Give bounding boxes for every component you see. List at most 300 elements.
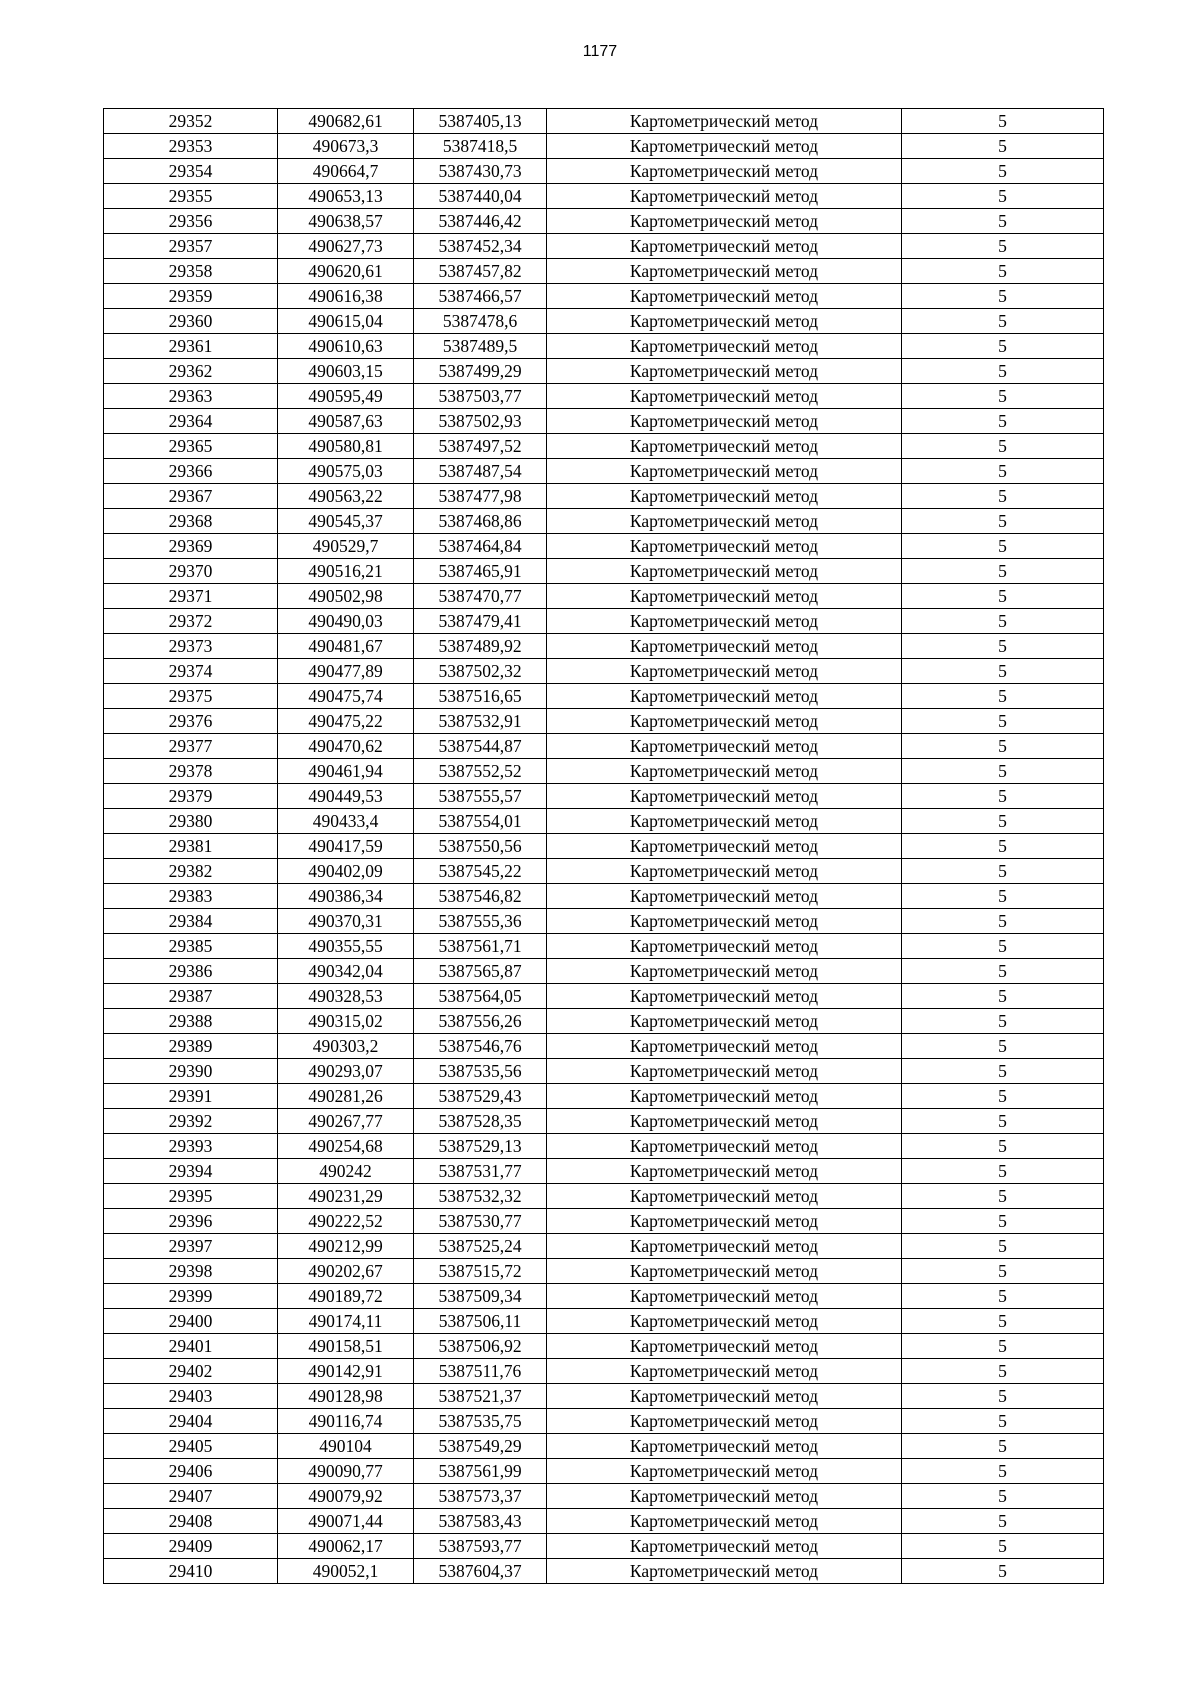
accuracy-cell: 5 xyxy=(902,1484,1104,1509)
page-number: 1177 xyxy=(582,43,618,60)
y-coordinate-cell: 5387549,29 xyxy=(414,1434,547,1459)
method-cell: Картометрический метод xyxy=(547,459,902,484)
y-coordinate-cell: 5387502,93 xyxy=(414,409,547,434)
point-number-cell: 29375 xyxy=(104,684,278,709)
y-coordinate-cell: 5387565,87 xyxy=(414,959,547,984)
x-coordinate-cell: 490315,02 xyxy=(278,1009,414,1034)
point-number-cell: 29371 xyxy=(104,584,278,609)
y-coordinate-cell: 5387546,82 xyxy=(414,884,547,909)
accuracy-cell: 5 xyxy=(902,1134,1104,1159)
table-row xyxy=(104,259,1104,284)
table-row xyxy=(104,884,1104,909)
y-coordinate-cell: 5387489,92 xyxy=(414,634,547,659)
table-row xyxy=(104,234,1104,259)
accuracy-cell: 5 xyxy=(902,1109,1104,1134)
y-coordinate-cell: 5387532,32 xyxy=(414,1184,547,1209)
table-row xyxy=(104,1309,1104,1334)
accuracy-cell: 5 xyxy=(902,1284,1104,1309)
y-coordinate-cell: 5387430,73 xyxy=(414,159,547,184)
table-row xyxy=(104,1559,1104,1584)
method-cell: Картометрический метод xyxy=(547,1109,902,1134)
accuracy-cell: 5 xyxy=(902,1209,1104,1234)
coordinates-table-body xyxy=(104,109,1104,1584)
table-row xyxy=(104,1109,1104,1134)
x-coordinate-cell: 490529,7 xyxy=(278,534,414,559)
x-coordinate-cell: 490222,52 xyxy=(278,1209,414,1234)
table-row xyxy=(104,209,1104,234)
accuracy-cell: 5 xyxy=(902,1559,1104,1584)
point-number-cell: 29394 xyxy=(104,1159,278,1184)
point-number-cell: 29361 xyxy=(104,334,278,359)
y-coordinate-cell: 5387466,57 xyxy=(414,284,547,309)
table-row xyxy=(104,1534,1104,1559)
point-number-cell: 29360 xyxy=(104,309,278,334)
method-cell: Картометрический метод xyxy=(547,1059,902,1084)
table-row xyxy=(104,1434,1104,1459)
point-number-cell: 29388 xyxy=(104,1009,278,1034)
x-coordinate-cell: 490627,73 xyxy=(278,234,414,259)
method-cell: Картометрический метод xyxy=(547,1234,902,1259)
table-row xyxy=(104,1234,1104,1259)
accuracy-cell: 5 xyxy=(902,1509,1104,1534)
x-coordinate-cell: 490142,91 xyxy=(278,1359,414,1384)
y-coordinate-cell: 5387535,75 xyxy=(414,1409,547,1434)
point-number-cell: 29377 xyxy=(104,734,278,759)
table-row xyxy=(104,1509,1104,1534)
accuracy-cell: 5 xyxy=(902,1434,1104,1459)
x-coordinate-cell: 490158,51 xyxy=(278,1334,414,1359)
point-number-cell: 29406 xyxy=(104,1459,278,1484)
table-row xyxy=(104,834,1104,859)
accuracy-cell: 5 xyxy=(902,584,1104,609)
x-coordinate-cell: 490189,72 xyxy=(278,1284,414,1309)
table-row xyxy=(104,709,1104,734)
table-row xyxy=(104,734,1104,759)
point-number-cell: 29398 xyxy=(104,1259,278,1284)
x-coordinate-cell: 490682,61 xyxy=(278,109,414,134)
x-coordinate-cell: 490242 xyxy=(278,1159,414,1184)
accuracy-cell: 5 xyxy=(902,1084,1104,1109)
table-row xyxy=(104,809,1104,834)
point-number-cell: 29373 xyxy=(104,634,278,659)
table-row xyxy=(104,534,1104,559)
method-cell: Картометрический метод xyxy=(547,1484,902,1509)
y-coordinate-cell: 5387546,76 xyxy=(414,1034,547,1059)
method-cell: Картометрический метод xyxy=(547,1534,902,1559)
method-cell: Картометрический метод xyxy=(547,1559,902,1584)
accuracy-cell: 5 xyxy=(902,1059,1104,1084)
point-number-cell: 29379 xyxy=(104,784,278,809)
table-row xyxy=(104,909,1104,934)
y-coordinate-cell: 5387418,5 xyxy=(414,134,547,159)
y-coordinate-cell: 5387516,65 xyxy=(414,684,547,709)
method-cell: Картометрический метод xyxy=(547,1334,902,1359)
y-coordinate-cell: 5387544,87 xyxy=(414,734,547,759)
y-coordinate-cell: 5387556,26 xyxy=(414,1009,547,1034)
method-cell: Картометрический метод xyxy=(547,734,902,759)
x-coordinate-cell: 490062,17 xyxy=(278,1534,414,1559)
method-cell: Картометрический метод xyxy=(547,159,902,184)
accuracy-cell: 5 xyxy=(902,1334,1104,1359)
y-coordinate-cell: 5387479,41 xyxy=(414,609,547,634)
method-cell: Картометрический метод xyxy=(547,234,902,259)
accuracy-cell: 5 xyxy=(902,234,1104,259)
x-coordinate-cell: 490402,09 xyxy=(278,859,414,884)
accuracy-cell: 5 xyxy=(902,109,1104,134)
method-cell: Картометрический метод xyxy=(547,909,902,934)
point-number-cell: 29357 xyxy=(104,234,278,259)
point-number-cell: 29393 xyxy=(104,1134,278,1159)
table-row xyxy=(104,1334,1104,1359)
accuracy-cell: 5 xyxy=(902,884,1104,909)
x-coordinate-cell: 490079,92 xyxy=(278,1484,414,1509)
method-cell: Картометрический метод xyxy=(547,809,902,834)
y-coordinate-cell: 5387521,37 xyxy=(414,1384,547,1409)
table-row xyxy=(104,184,1104,209)
x-coordinate-cell: 490664,7 xyxy=(278,159,414,184)
x-coordinate-cell: 490449,53 xyxy=(278,784,414,809)
x-coordinate-cell: 490615,04 xyxy=(278,309,414,334)
x-coordinate-cell: 490342,04 xyxy=(278,959,414,984)
x-coordinate-cell: 490616,38 xyxy=(278,284,414,309)
x-coordinate-cell: 490281,26 xyxy=(278,1084,414,1109)
accuracy-cell: 5 xyxy=(902,759,1104,784)
accuracy-cell: 5 xyxy=(902,834,1104,859)
accuracy-cell: 5 xyxy=(902,134,1104,159)
y-coordinate-cell: 5387457,82 xyxy=(414,259,547,284)
accuracy-cell: 5 xyxy=(902,684,1104,709)
y-coordinate-cell: 5387525,24 xyxy=(414,1234,547,1259)
point-number-cell: 29385 xyxy=(104,934,278,959)
accuracy-cell: 5 xyxy=(902,484,1104,509)
y-coordinate-cell: 5387468,86 xyxy=(414,509,547,534)
accuracy-cell: 5 xyxy=(902,159,1104,184)
method-cell: Картометрический метод xyxy=(547,1434,902,1459)
point-number-cell: 29362 xyxy=(104,359,278,384)
point-number-cell: 29364 xyxy=(104,409,278,434)
point-number-cell: 29369 xyxy=(104,534,278,559)
x-coordinate-cell: 490587,63 xyxy=(278,409,414,434)
method-cell: Картометрический метод xyxy=(547,359,902,384)
table-row xyxy=(104,1384,1104,1409)
table-row xyxy=(104,134,1104,159)
method-cell: Картометрический метод xyxy=(547,1034,902,1059)
y-coordinate-cell: 5387545,22 xyxy=(414,859,547,884)
accuracy-cell: 5 xyxy=(902,659,1104,684)
point-number-cell: 29409 xyxy=(104,1534,278,1559)
y-coordinate-cell: 5387509,34 xyxy=(414,1284,547,1309)
point-number-cell: 29366 xyxy=(104,459,278,484)
table-row xyxy=(104,284,1104,309)
method-cell: Картометрический метод xyxy=(547,134,902,159)
y-coordinate-cell: 5387470,77 xyxy=(414,584,547,609)
accuracy-cell: 5 xyxy=(902,459,1104,484)
y-coordinate-cell: 5387530,77 xyxy=(414,1209,547,1234)
x-coordinate-cell: 490355,55 xyxy=(278,934,414,959)
accuracy-cell: 5 xyxy=(902,1409,1104,1434)
point-number-cell: 29399 xyxy=(104,1284,278,1309)
point-number-cell: 29374 xyxy=(104,659,278,684)
method-cell: Картометрический метод xyxy=(547,784,902,809)
method-cell: Картометрический метод xyxy=(547,1084,902,1109)
table-row xyxy=(104,934,1104,959)
table-row xyxy=(104,1059,1104,1084)
point-number-cell: 29356 xyxy=(104,209,278,234)
table-row xyxy=(104,984,1104,1009)
point-number-cell: 29407 xyxy=(104,1484,278,1509)
point-number-cell: 29378 xyxy=(104,759,278,784)
y-coordinate-cell: 5387506,11 xyxy=(414,1309,547,1334)
y-coordinate-cell: 5387531,77 xyxy=(414,1159,547,1184)
accuracy-cell: 5 xyxy=(902,859,1104,884)
method-cell: Картометрический метод xyxy=(547,1509,902,1534)
accuracy-cell: 5 xyxy=(902,384,1104,409)
method-cell: Картометрический метод xyxy=(547,1134,902,1159)
accuracy-cell: 5 xyxy=(902,1009,1104,1034)
table-row xyxy=(104,859,1104,884)
table-row xyxy=(104,1009,1104,1034)
y-coordinate-cell: 5387550,56 xyxy=(414,834,547,859)
y-coordinate-cell: 5387552,52 xyxy=(414,759,547,784)
table-row xyxy=(104,159,1104,184)
x-coordinate-cell: 490370,31 xyxy=(278,909,414,934)
x-coordinate-cell: 490475,22 xyxy=(278,709,414,734)
method-cell: Картометрический метод xyxy=(547,559,902,584)
table-row xyxy=(104,784,1104,809)
table-row xyxy=(104,334,1104,359)
y-coordinate-cell: 5387528,35 xyxy=(414,1109,547,1134)
x-coordinate-cell: 490470,62 xyxy=(278,734,414,759)
x-coordinate-cell: 490231,29 xyxy=(278,1184,414,1209)
point-number-cell: 29359 xyxy=(104,284,278,309)
y-coordinate-cell: 5387561,99 xyxy=(414,1459,547,1484)
y-coordinate-cell: 5387478,6 xyxy=(414,309,547,334)
y-coordinate-cell: 5387561,71 xyxy=(414,934,547,959)
point-number-cell: 29365 xyxy=(104,434,278,459)
accuracy-cell: 5 xyxy=(902,509,1104,534)
method-cell: Картометрический метод xyxy=(547,1309,902,1334)
point-number-cell: 29368 xyxy=(104,509,278,534)
method-cell: Картометрический метод xyxy=(547,1359,902,1384)
method-cell: Картометрический метод xyxy=(547,634,902,659)
x-coordinate-cell: 490610,63 xyxy=(278,334,414,359)
x-coordinate-cell: 490580,81 xyxy=(278,434,414,459)
table-row xyxy=(104,1459,1104,1484)
y-coordinate-cell: 5387489,5 xyxy=(414,334,547,359)
accuracy-cell: 5 xyxy=(902,734,1104,759)
x-coordinate-cell: 490052,1 xyxy=(278,1559,414,1584)
x-coordinate-cell: 490490,03 xyxy=(278,609,414,634)
method-cell: Картометрический метод xyxy=(547,1159,902,1184)
accuracy-cell: 5 xyxy=(902,184,1104,209)
point-number-cell: 29392 xyxy=(104,1109,278,1134)
point-number-cell: 29386 xyxy=(104,959,278,984)
method-cell: Картометрический метод xyxy=(547,584,902,609)
point-number-cell: 29408 xyxy=(104,1509,278,1534)
x-coordinate-cell: 490475,74 xyxy=(278,684,414,709)
point-number-cell: 29387 xyxy=(104,984,278,1009)
accuracy-cell: 5 xyxy=(902,259,1104,284)
method-cell: Картометрический метод xyxy=(547,409,902,434)
accuracy-cell: 5 xyxy=(902,1184,1104,1209)
method-cell: Картометрический метод xyxy=(547,1384,902,1409)
accuracy-cell: 5 xyxy=(902,334,1104,359)
table-row xyxy=(104,1034,1104,1059)
y-coordinate-cell: 5387554,01 xyxy=(414,809,547,834)
point-number-cell: 29402 xyxy=(104,1359,278,1384)
y-coordinate-cell: 5387532,91 xyxy=(414,709,547,734)
point-number-cell: 29405 xyxy=(104,1434,278,1459)
point-number-cell: 29395 xyxy=(104,1184,278,1209)
method-cell: Картометрический метод xyxy=(547,709,902,734)
table-row xyxy=(104,959,1104,984)
x-coordinate-cell: 490638,57 xyxy=(278,209,414,234)
x-coordinate-cell: 490502,98 xyxy=(278,584,414,609)
accuracy-cell: 5 xyxy=(902,1359,1104,1384)
y-coordinate-cell: 5387499,29 xyxy=(414,359,547,384)
accuracy-cell: 5 xyxy=(902,284,1104,309)
y-coordinate-cell: 5387405,13 xyxy=(414,109,547,134)
point-number-cell: 29382 xyxy=(104,859,278,884)
x-coordinate-cell: 490433,4 xyxy=(278,809,414,834)
y-coordinate-cell: 5387593,77 xyxy=(414,1534,547,1559)
point-number-cell: 29363 xyxy=(104,384,278,409)
table-row xyxy=(104,434,1104,459)
method-cell: Картометрический метод xyxy=(547,859,902,884)
method-cell: Картометрический метод xyxy=(547,959,902,984)
method-cell: Картометрический метод xyxy=(547,934,902,959)
accuracy-cell: 5 xyxy=(902,1234,1104,1259)
point-number-cell: 29390 xyxy=(104,1059,278,1084)
table-row xyxy=(104,1359,1104,1384)
method-cell: Картометрический метод xyxy=(547,259,902,284)
x-coordinate-cell: 490620,61 xyxy=(278,259,414,284)
point-number-cell: 29352 xyxy=(104,109,278,134)
method-cell: Картометрический метод xyxy=(547,534,902,559)
point-number-cell: 29397 xyxy=(104,1234,278,1259)
x-coordinate-cell: 490267,77 xyxy=(278,1109,414,1134)
x-coordinate-cell: 490603,15 xyxy=(278,359,414,384)
y-coordinate-cell: 5387503,77 xyxy=(414,384,547,409)
accuracy-cell: 5 xyxy=(902,934,1104,959)
table-row xyxy=(104,634,1104,659)
table-row xyxy=(104,1159,1104,1184)
method-cell: Картометрический метод xyxy=(547,1459,902,1484)
point-number-cell: 29391 xyxy=(104,1084,278,1109)
point-number-cell: 29400 xyxy=(104,1309,278,1334)
point-number-cell: 29384 xyxy=(104,909,278,934)
table-row xyxy=(104,584,1104,609)
method-cell: Картометрический метод xyxy=(547,684,902,709)
accuracy-cell: 5 xyxy=(902,409,1104,434)
point-number-cell: 29376 xyxy=(104,709,278,734)
x-coordinate-cell: 490328,53 xyxy=(278,984,414,1009)
method-cell: Картометрический метод xyxy=(547,1409,902,1434)
method-cell: Картометрический метод xyxy=(547,1184,902,1209)
x-coordinate-cell: 490293,07 xyxy=(278,1059,414,1084)
point-number-cell: 29403 xyxy=(104,1384,278,1409)
y-coordinate-cell: 5387506,92 xyxy=(414,1334,547,1359)
y-coordinate-cell: 5387511,76 xyxy=(414,1359,547,1384)
table-row xyxy=(104,409,1104,434)
accuracy-cell: 5 xyxy=(902,1159,1104,1184)
point-number-cell: 29355 xyxy=(104,184,278,209)
x-coordinate-cell: 490595,49 xyxy=(278,384,414,409)
x-coordinate-cell: 490090,77 xyxy=(278,1459,414,1484)
table-row xyxy=(104,359,1104,384)
accuracy-cell: 5 xyxy=(902,909,1104,934)
accuracy-cell: 5 xyxy=(902,709,1104,734)
table-row xyxy=(104,659,1104,684)
accuracy-cell: 5 xyxy=(902,209,1104,234)
x-coordinate-cell: 490417,59 xyxy=(278,834,414,859)
y-coordinate-cell: 5387464,84 xyxy=(414,534,547,559)
accuracy-cell: 5 xyxy=(902,809,1104,834)
y-coordinate-cell: 5387573,37 xyxy=(414,1484,547,1509)
y-coordinate-cell: 5387487,54 xyxy=(414,459,547,484)
accuracy-cell: 5 xyxy=(902,609,1104,634)
method-cell: Картометрический метод xyxy=(547,1284,902,1309)
accuracy-cell: 5 xyxy=(902,784,1104,809)
method-cell: Картометрический метод xyxy=(547,434,902,459)
y-coordinate-cell: 5387502,32 xyxy=(414,659,547,684)
y-coordinate-cell: 5387583,43 xyxy=(414,1509,547,1534)
table-row xyxy=(104,609,1104,634)
y-coordinate-cell: 5387477,98 xyxy=(414,484,547,509)
table-row xyxy=(104,1084,1104,1109)
table-row xyxy=(104,759,1104,784)
accuracy-cell: 5 xyxy=(902,359,1104,384)
point-number-cell: 29381 xyxy=(104,834,278,859)
y-coordinate-cell: 5387440,04 xyxy=(414,184,547,209)
accuracy-cell: 5 xyxy=(902,1384,1104,1409)
method-cell: Картометрический метод xyxy=(547,509,902,534)
x-coordinate-cell: 490386,34 xyxy=(278,884,414,909)
table-row xyxy=(104,459,1104,484)
x-coordinate-cell: 490128,98 xyxy=(278,1384,414,1409)
x-coordinate-cell: 490575,03 xyxy=(278,459,414,484)
y-coordinate-cell: 5387452,34 xyxy=(414,234,547,259)
point-number-cell: 29396 xyxy=(104,1209,278,1234)
point-number-cell: 29404 xyxy=(104,1409,278,1434)
method-cell: Картометрический метод xyxy=(547,659,902,684)
y-coordinate-cell: 5387604,37 xyxy=(414,1559,547,1584)
accuracy-cell: 5 xyxy=(902,309,1104,334)
point-number-cell: 29389 xyxy=(104,1034,278,1059)
x-coordinate-cell: 490116,74 xyxy=(278,1409,414,1434)
table-row xyxy=(104,384,1104,409)
table-row xyxy=(104,1284,1104,1309)
y-coordinate-cell: 5387465,91 xyxy=(414,559,547,584)
point-number-cell: 29410 xyxy=(104,1559,278,1584)
x-coordinate-cell: 490212,99 xyxy=(278,1234,414,1259)
accuracy-cell: 5 xyxy=(902,1034,1104,1059)
table-row xyxy=(104,1484,1104,1509)
y-coordinate-cell: 5387555,57 xyxy=(414,784,547,809)
method-cell: Картометрический метод xyxy=(547,1259,902,1284)
method-cell: Картометрический метод xyxy=(547,884,902,909)
method-cell: Картометрический метод xyxy=(547,209,902,234)
point-number-cell: 29372 xyxy=(104,609,278,634)
method-cell: Картометрический метод xyxy=(547,609,902,634)
point-number-cell: 29353 xyxy=(104,134,278,159)
table-row xyxy=(104,1259,1104,1284)
point-number-cell: 29401 xyxy=(104,1334,278,1359)
table-row xyxy=(104,1134,1104,1159)
y-coordinate-cell: 5387497,52 xyxy=(414,434,547,459)
x-coordinate-cell: 490653,13 xyxy=(278,184,414,209)
method-cell: Картометрический метод xyxy=(547,1209,902,1234)
